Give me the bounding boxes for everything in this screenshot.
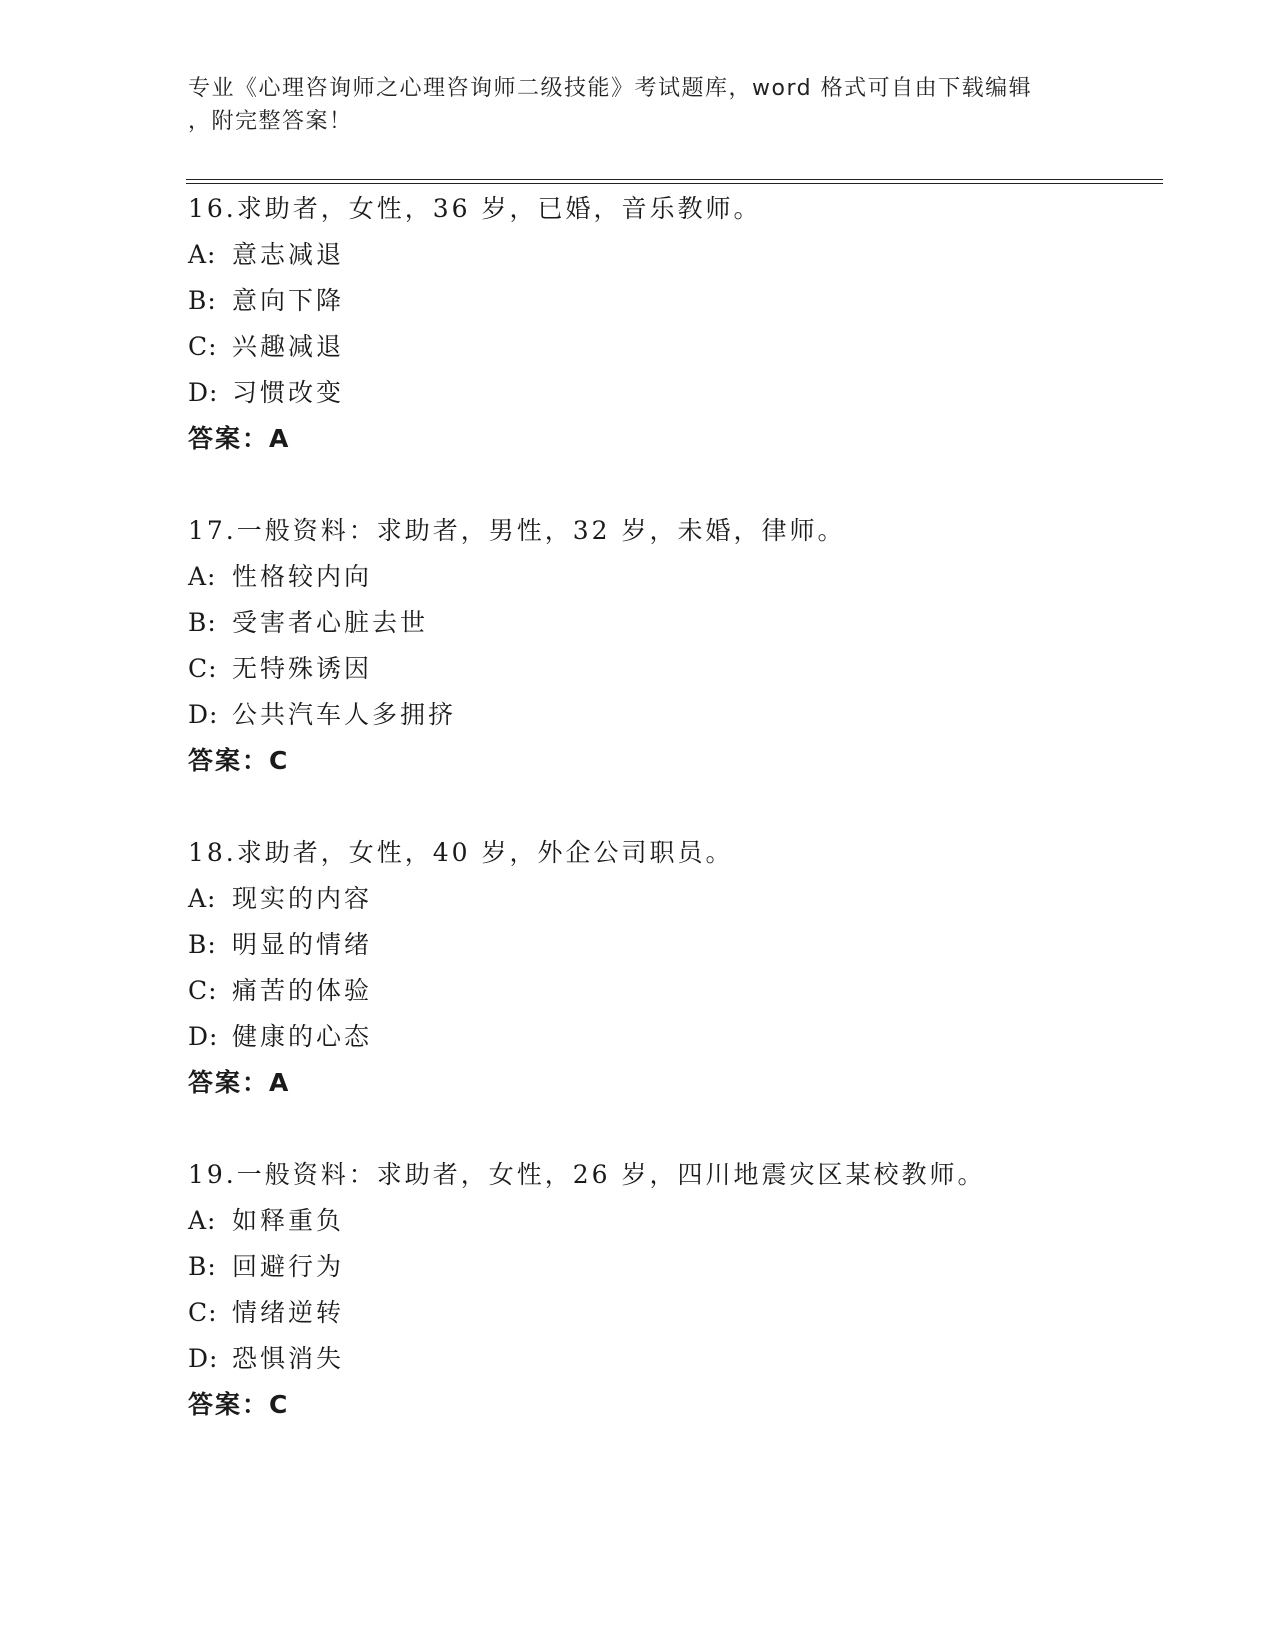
option-text: 恐惧消失 — [232, 1344, 345, 1373]
option-letter: D: — [188, 1022, 219, 1051]
option-letter: C: — [188, 1298, 218, 1327]
question-16 — [188, 186, 1138, 462]
option-b — [188, 1244, 1138, 1290]
option-letter: C: — [188, 332, 218, 361]
option-text: 性格较内向 — [232, 562, 373, 591]
option-a — [188, 232, 1138, 278]
question-stem: 17.一般资料：求助者，男性，32 岁，未婚，律师。 — [188, 516, 846, 545]
option-text: 公共汽车人多拥挤 — [232, 700, 457, 729]
option-text: 意向下降 — [232, 286, 345, 315]
header-line-1: 专业《心理咨询师之心理咨询师二级技能》考试题库，word 格式可自由下载编辑 — [188, 76, 1033, 101]
answer-line: 答案：A — [188, 424, 291, 453]
option-d — [188, 1336, 1138, 1382]
option-letter: B: — [188, 608, 217, 637]
option-c — [188, 646, 1138, 692]
option-letter: A: — [188, 884, 217, 913]
option-letter: C: — [188, 654, 218, 683]
option-text: 兴趣减退 — [232, 332, 345, 361]
question-18 — [188, 830, 1138, 1106]
question-stem: 16.求助者，女性，36 岁，已婚，音乐教师。 — [188, 194, 762, 223]
header-line-2: ，附完整答案！ — [188, 109, 353, 134]
question-19 — [188, 1152, 1138, 1428]
option-letter: A: — [188, 240, 217, 269]
option-a — [188, 554, 1138, 600]
question-stem: 19.一般资料：求助者，女性，26 岁，四川地震灾区某校教师。 — [188, 1160, 986, 1189]
option-d — [188, 370, 1138, 416]
answer-line: 答案：C — [188, 1390, 290, 1419]
option-text: 回避行为 — [232, 1252, 345, 1281]
option-text: 明显的情绪 — [232, 930, 373, 959]
question-17 — [188, 508, 1138, 784]
option-letter: A: — [188, 562, 217, 591]
option-letter: B: — [188, 286, 217, 315]
option-text: 情绪逆转 — [232, 1298, 345, 1327]
option-letter: D: — [188, 378, 219, 407]
option-d — [188, 692, 1138, 738]
answer-line: 答案：C — [188, 746, 290, 775]
option-b — [188, 600, 1138, 646]
option-text: 健康的心态 — [232, 1022, 373, 1051]
option-letter: C: — [188, 976, 218, 1005]
option-c — [188, 968, 1138, 1014]
option-letter: A: — [188, 1206, 217, 1235]
option-text: 受害者心脏去世 — [232, 608, 429, 637]
option-text: 如释重负 — [232, 1206, 345, 1235]
option-b — [188, 922, 1138, 968]
header-divider-top — [186, 179, 1163, 180]
option-d — [188, 1014, 1138, 1060]
option-b — [188, 278, 1138, 324]
option-a — [188, 876, 1138, 922]
option-letter: D: — [188, 1344, 219, 1373]
option-text: 习惯改变 — [232, 378, 345, 407]
option-c — [188, 324, 1138, 370]
answer-line: 答案：A — [188, 1068, 291, 1097]
option-letter: B: — [188, 930, 217, 959]
option-text: 意志减退 — [232, 240, 345, 269]
option-text: 痛苦的体验 — [232, 976, 373, 1005]
option-text: 无特殊诱因 — [232, 654, 373, 683]
option-letter: D: — [188, 700, 219, 729]
header-divider-bottom — [186, 183, 1163, 184]
question-stem: 18.求助者，女性，40 岁，外企公司职员。 — [188, 838, 734, 867]
document-header — [188, 72, 1068, 138]
option-a — [188, 1198, 1138, 1244]
option-text: 现实的内容 — [232, 884, 373, 913]
option-letter: B: — [188, 1252, 217, 1281]
option-c — [188, 1290, 1138, 1336]
